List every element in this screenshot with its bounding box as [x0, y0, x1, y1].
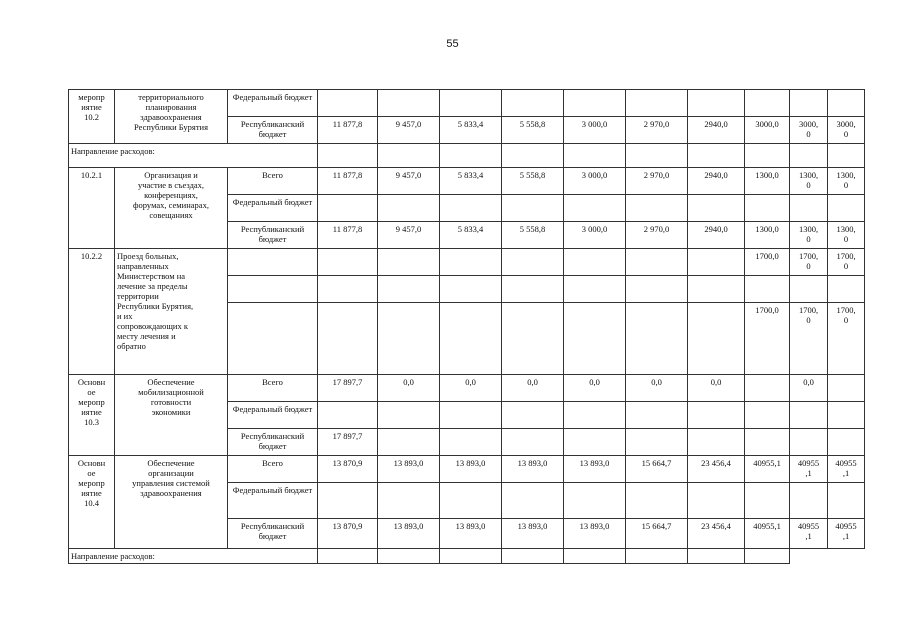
- value-cell: 3000, 0: [790, 117, 828, 144]
- event-name: территориального планирования здравоохранения Республики Бурятия: [115, 90, 228, 144]
- funding-source: Федеральный бюджет: [228, 402, 318, 429]
- value-cell: 0,0: [688, 375, 745, 402]
- value-cell: 23 456,4: [688, 456, 745, 483]
- value-cell: 5 558,8: [502, 117, 564, 144]
- value-cell: 0,0: [626, 375, 688, 402]
- value-cell: 1300,0: [745, 168, 790, 195]
- value-cell: 2 970,0: [626, 222, 688, 249]
- value-cell: 40955 ,1: [828, 456, 865, 483]
- value-cell: 1300, 0: [828, 222, 865, 249]
- table-row: [69, 249, 865, 276]
- value-cell: 5 833,4: [440, 222, 502, 249]
- value-cell: 9 457,0: [378, 117, 440, 144]
- value-cell: 13 893,0: [502, 456, 564, 483]
- funding-source: Республиканский бюджет: [228, 429, 318, 456]
- value-cell: 13 893,0: [564, 519, 626, 549]
- table-row: [69, 375, 865, 402]
- table-row: [69, 168, 865, 195]
- table-row: [69, 90, 865, 117]
- value-cell: 1300, 0: [790, 222, 828, 249]
- funding-source: Всего: [228, 375, 318, 402]
- value-cell: 13 893,0: [440, 519, 502, 549]
- value-cell: 1700,0: [745, 249, 790, 276]
- value-cell: 1700, 0: [790, 249, 828, 276]
- funding-source: Федеральный бюджет: [228, 483, 318, 519]
- value-cell: 23 456,4: [688, 519, 745, 549]
- value-cell: 15 664,7: [626, 519, 688, 549]
- budget-table: [68, 89, 865, 564]
- event-name: Организация и участие в съездах, конференциях, форумах, семинарах, совещаниях: [115, 168, 228, 249]
- funding-source: Всего: [228, 168, 318, 195]
- event-name: Обеспечение организации управления системой здравоохранения: [115, 456, 228, 549]
- value-cell: 2940,0: [688, 117, 745, 144]
- value-cell: 0,0: [790, 375, 828, 402]
- value-cell: 1300,0: [745, 222, 790, 249]
- expense-direction-label: Направление расходов:: [69, 144, 318, 168]
- event-code: 10.2.1: [69, 168, 115, 249]
- value-cell: 3 000,0: [564, 117, 626, 144]
- event-code: Основн ое меропр иятие 10.4: [69, 456, 115, 549]
- table-row: [69, 549, 865, 564]
- value-cell: 11 877,8: [318, 117, 378, 144]
- value-cell: 13 870,9: [318, 519, 378, 549]
- funding-source: Федеральный бюджет: [228, 195, 318, 222]
- value-cell: 17 897,7: [318, 375, 378, 402]
- value-cell: 13 893,0: [564, 456, 626, 483]
- value-cell: 13 893,0: [378, 456, 440, 483]
- value-cell: 11 877,8: [318, 222, 378, 249]
- value-cell: 1700, 0: [828, 249, 865, 276]
- value-cell: [745, 375, 790, 402]
- event-code: меропр иятие 10.2: [69, 90, 115, 144]
- table-row: [69, 456, 865, 483]
- event-code: 10.2.2: [69, 249, 115, 375]
- table-row: [69, 144, 865, 168]
- value-cell: [828, 375, 865, 402]
- value-cell: 2 970,0: [626, 117, 688, 144]
- value-cell: 11 877,8: [318, 168, 378, 195]
- value-cell: 3 000,0: [564, 222, 626, 249]
- value-cell: 13 893,0: [502, 519, 564, 549]
- value-cell: 3000, 0: [828, 117, 865, 144]
- value-cell: 2940,0: [688, 168, 745, 195]
- value-cell: 1700,0: [745, 303, 790, 375]
- value-cell: 13 870,9: [318, 456, 378, 483]
- value-cell: 13 893,0: [440, 456, 502, 483]
- value-cell: 3 000,0: [564, 168, 626, 195]
- value-cell: 9 457,0: [378, 222, 440, 249]
- value-cell: 0,0: [502, 375, 564, 402]
- value-cell: 1700, 0: [790, 303, 828, 375]
- value-cell: 40955 ,1: [790, 456, 828, 483]
- value-cell: 2 970,0: [626, 168, 688, 195]
- page-number: 55: [446, 38, 459, 50]
- value-cell: 40955 ,1: [790, 519, 828, 549]
- value-cell: 1700, 0: [828, 303, 865, 375]
- value-cell: 1300, 0: [790, 168, 828, 195]
- value-cell: 0,0: [564, 375, 626, 402]
- funding-source: Федеральный бюджет: [228, 90, 318, 117]
- funding-source: Республиканский бюджет: [228, 117, 318, 144]
- value-cell: 1300, 0: [828, 168, 865, 195]
- value-cell: 40955 ,1: [828, 519, 865, 549]
- event-code: Основн ое меропр иятие 10.3: [69, 375, 115, 456]
- funding-source: Республиканский бюджет: [228, 222, 318, 249]
- value-cell: 40955,1: [745, 456, 790, 483]
- funding-source: Республиканский бюджет: [228, 519, 318, 549]
- value-cell: 5 558,8: [502, 168, 564, 195]
- value-cell: 5 558,8: [502, 222, 564, 249]
- value-cell: 17 897,7: [318, 429, 378, 456]
- value-cell: 2940,0: [688, 222, 745, 249]
- value-cell: 5 833,4: [440, 117, 502, 144]
- expense-direction-label: Направление расходов:: [69, 549, 318, 564]
- value-cell: 9 457,0: [378, 168, 440, 195]
- event-name: Обеспечение мобилизационной готовности экономики: [115, 375, 228, 456]
- value-cell: 15 664,7: [626, 456, 688, 483]
- value-cell: 3000,0: [745, 117, 790, 144]
- value-cell: 40955,1: [745, 519, 790, 549]
- event-name: Проезд больных, направленных Министерством на лечение за пределы территории Республики Бурятия, и их сопровождающих к месту лечения и обратно: [115, 249, 228, 375]
- value-cell: 0,0: [378, 375, 440, 402]
- value-cell: 0,0: [440, 375, 502, 402]
- value-cell: 13 893,0: [378, 519, 440, 549]
- value-cell: 5 833,4: [440, 168, 502, 195]
- funding-source: Всего: [228, 456, 318, 483]
